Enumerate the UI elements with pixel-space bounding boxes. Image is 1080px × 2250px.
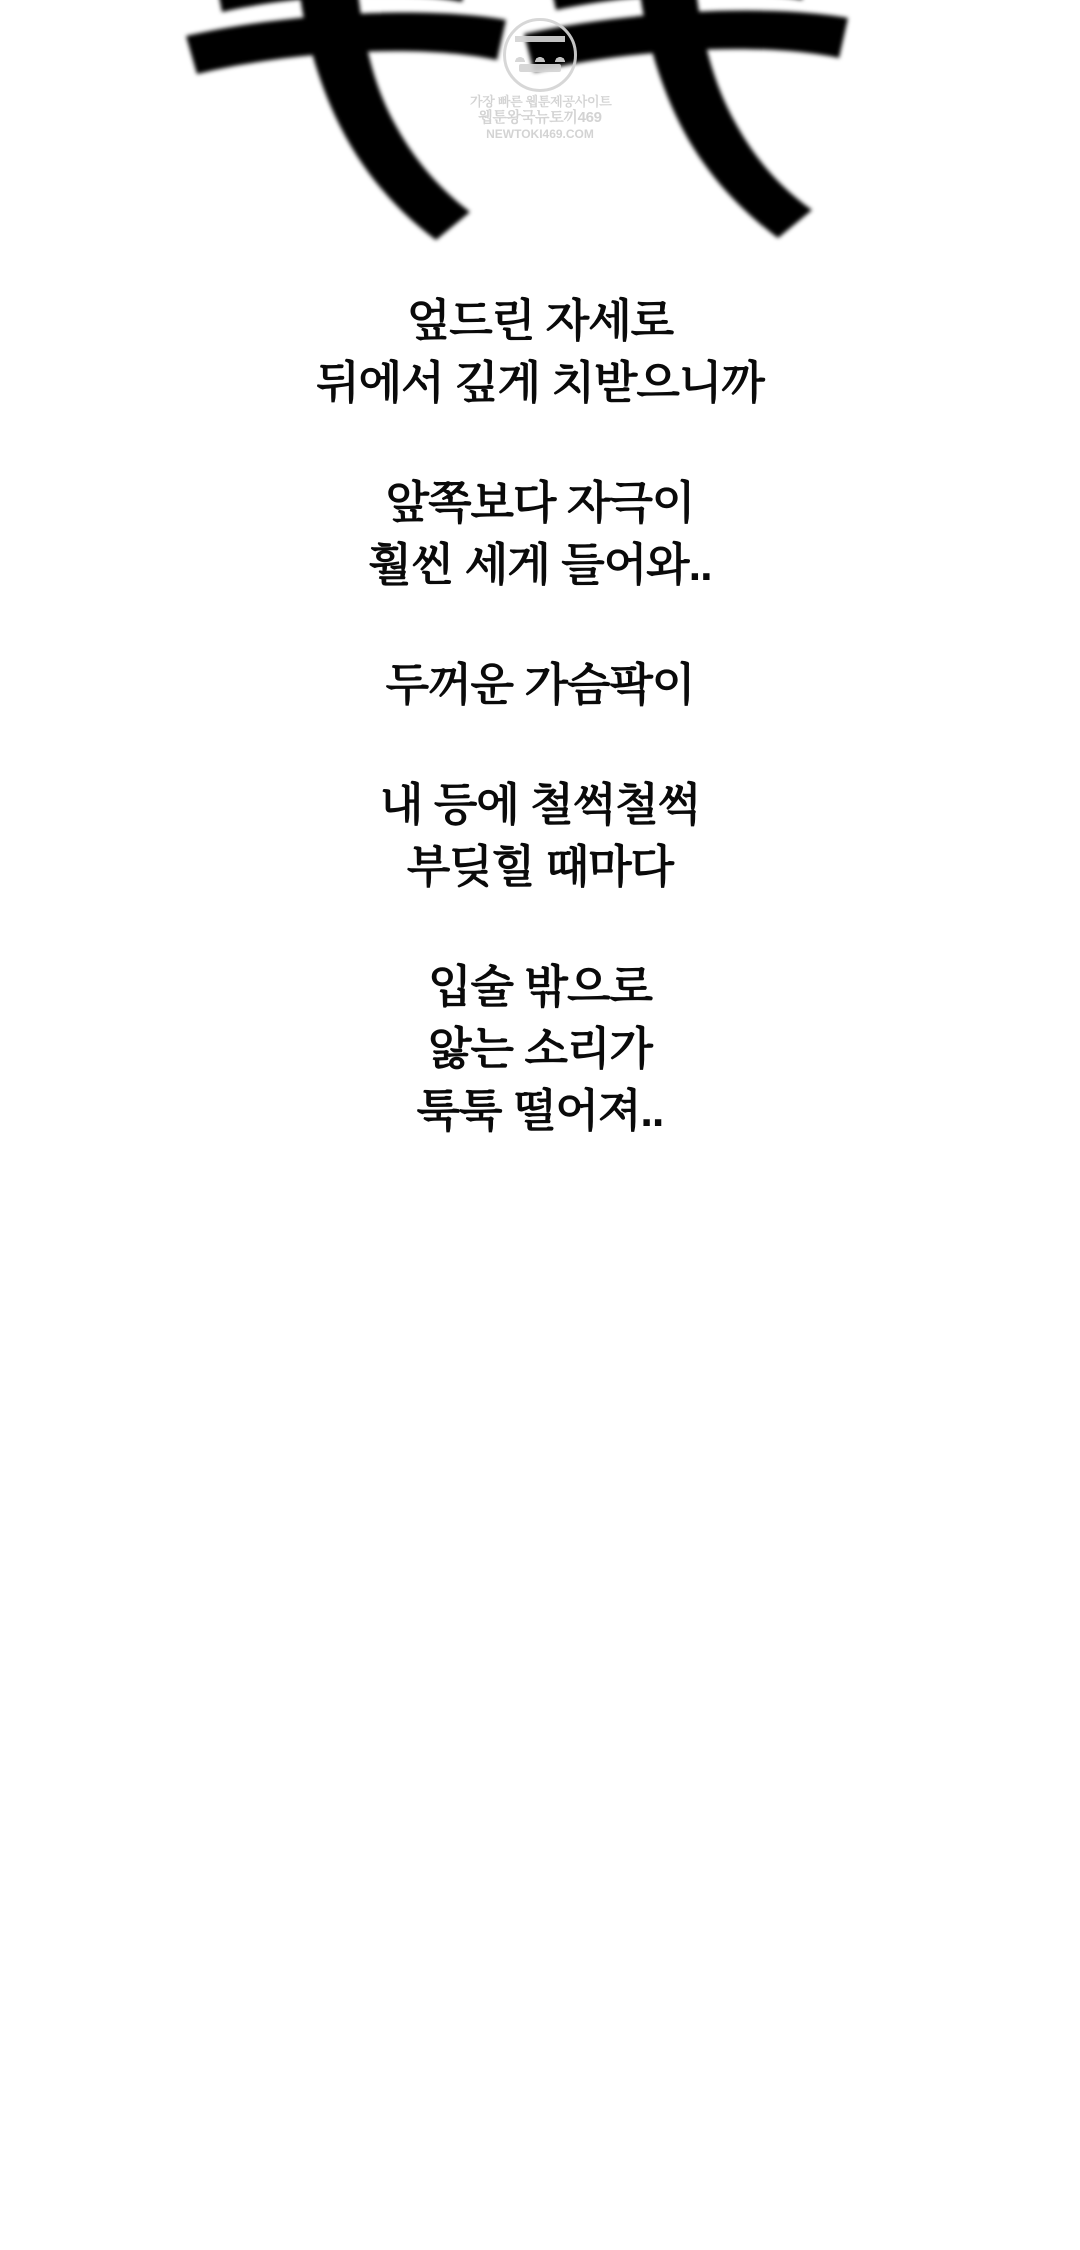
- dialogue-line: 두꺼운 가슴팍이: [385, 659, 695, 710]
- dialogue-stanza: [0, 654, 1080, 716]
- crown-emblem: [503, 18, 577, 92]
- dialogue-line: 내 등에 철썩철썩: [379, 779, 701, 830]
- dialogue-stanza: [0, 956, 1080, 1142]
- dialogue-line: 툭툭 떨어져..: [416, 1085, 664, 1136]
- dialogue-line: 입술 밖으로: [428, 961, 652, 1012]
- watermark-line-3: NEWTOKI469.COM: [486, 127, 594, 141]
- dialogue-line: 엎드린 자세로: [406, 295, 674, 346]
- dialogue-stanza: [0, 290, 1080, 414]
- watermark-line-2: 웹툰왕국뉴토끼469: [478, 109, 602, 126]
- watermark: [470, 18, 610, 168]
- dialogue-stanza: [0, 774, 1080, 898]
- dialogue-line: 앞쪽보다 자극이: [385, 477, 695, 528]
- bottom-whitespace: [0, 2100, 1080, 2250]
- dialogue-line: 훨씬 세게 들어와..: [368, 539, 712, 590]
- emblem-crown: [515, 36, 565, 62]
- dialogue-line: 부딪힐 때마다: [406, 841, 674, 892]
- watermark-line-1: 가장 빠른 웹툰제공사이트: [470, 94, 612, 109]
- dialogue-line: 뒤에서 깊게 치받으니까: [316, 357, 764, 408]
- dialogue-line: 앓는 소리가: [428, 1023, 652, 1074]
- emblem-bar: [519, 64, 561, 72]
- dialogue-stanza: [0, 472, 1080, 596]
- dialogue-text: [0, 290, 1080, 1142]
